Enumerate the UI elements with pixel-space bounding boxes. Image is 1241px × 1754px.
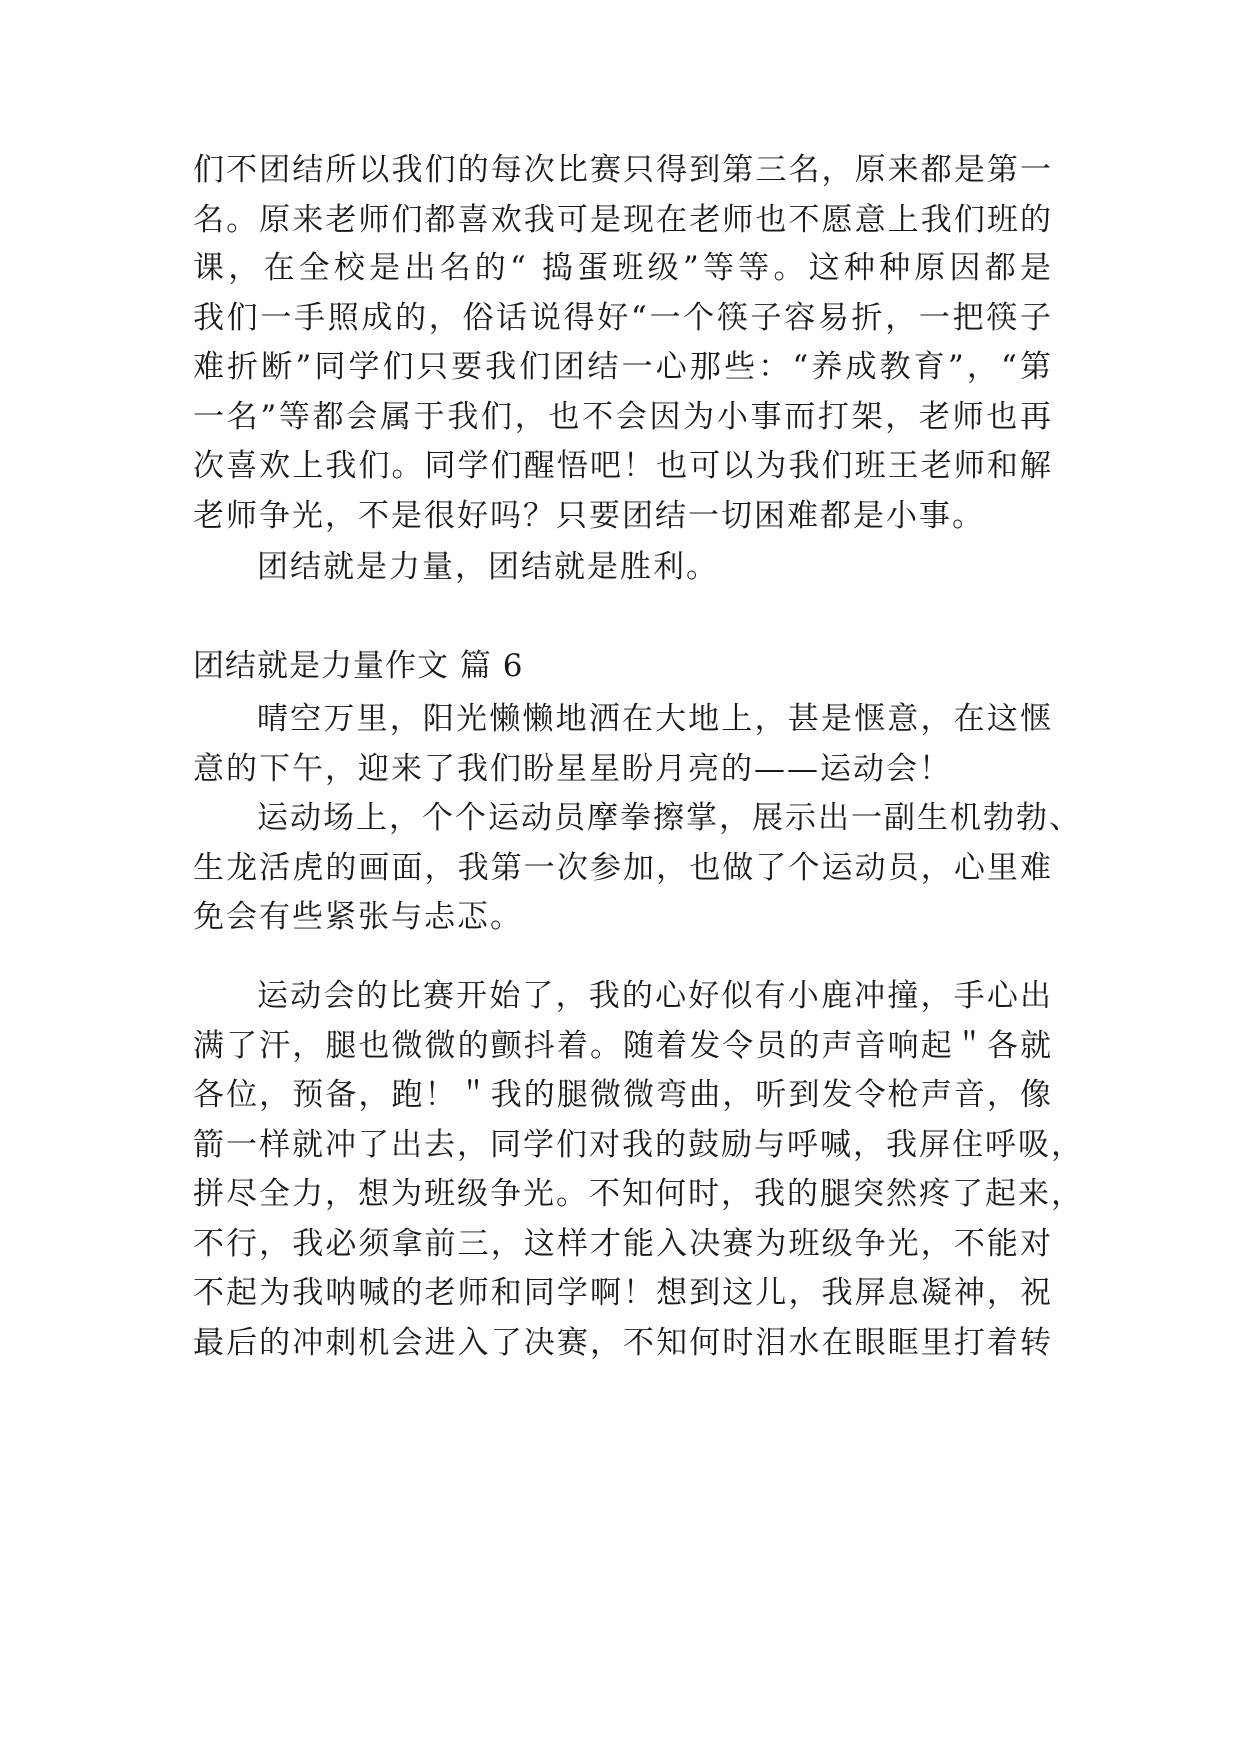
paragraph-line: 们不团结所以我们的每次比赛只得到第三名，原来都是第一 [193,152,1053,188]
paragraph-line: 最后的冲刺机会进入了决赛，不知何时泪水在眼眶里打着转 [193,1325,1053,1361]
section-heading: 团结就是力量作文 篇 6 [193,648,524,684]
paragraph-line: 次喜欢上我们。同学们醒悟吧！也可以为我们班王老师和解 [193,448,1053,484]
paragraph-line: 名。原来老师们都喜欢我可是现在老师也不愿意上我们班的 [193,202,1053,238]
paragraph-line: 不行，我必须拿前三，这样才能入决赛为班级争光，不能对 [193,1226,1053,1262]
paragraph-line: 免会有些紧张与忐忑。 [193,899,523,935]
paragraph-line: 拼尽全力，想为班级争光。不知何时，我的腿突然疼了起来， [193,1176,1084,1212]
paragraph-line: 运动场上，个个运动员摩拳擦掌，展示出一副生机勃勃、 [257,800,1082,836]
closing-line: 团结就是力量，团结就是胜利。 [257,549,719,585]
paragraph-line: 箭一样就冲了出去，同学们对我的鼓励与呼喊，我屏住呼吸， [193,1127,1084,1163]
paragraph-line: 各位，预备，跑！＂我的腿微微弯曲，听到发令枪声音，像 [193,1077,1053,1113]
paragraph-line: 满了汗，腿也微微的颤抖着。随着发令员的声音响起＂各就 [193,1028,1053,1064]
paragraph-line: 晴空万里，阳光懒懒地洒在大地上，甚是惬意，在这惬 [257,701,1053,737]
paragraph-line: 课，在全校是出名的“ 捣蛋班级”等等。这种种原因都是 [193,250,1053,286]
paragraph-line: 不起为我呐喊的老师和同学啊！想到这儿，我屏息凝神，祝 [193,1275,1053,1311]
paragraph-line: 一名”等都会属于我们，也不会因为小事而打架，老师也再 [193,399,1053,435]
paragraph-line: 难折断”同学们只要我们团结一心那些：“养成教育”，“第 [193,349,1053,385]
paragraph-line: 运动会的比赛开始了，我的心好似有小鹿冲撞，手心出 [257,978,1053,1014]
paragraph-line: 生龙活虎的画面，我第一次参加，也做了个运动员，心里难 [193,850,1053,886]
paragraph-line: 意的下午，迎来了我们盼星星盼月亮的——运动会！ [193,751,952,787]
paragraph-line: 我们一手照成的，俗话说得好“一个筷子容易折，一把筷子 [193,300,1053,336]
paragraph-line: 老师争光，不是很好吗？只要团结一切困难都是小事。 [193,498,985,534]
